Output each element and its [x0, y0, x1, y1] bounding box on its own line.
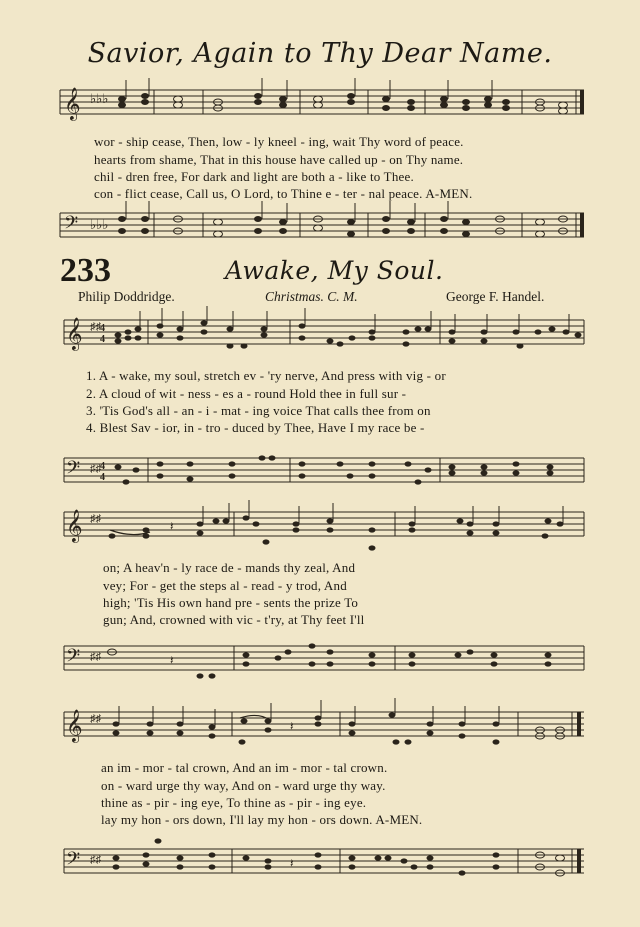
svg-text:𝄢: 𝄢 [66, 646, 81, 671]
svg-text:4: 4 [100, 323, 105, 334]
system1-treble-staff [0, 316, 640, 356]
svg-text:𝄞: 𝄞 [64, 87, 81, 120]
top-verse-line-3: chil - dren free, For dark and light are both a - like to Thee. [94, 169, 414, 184]
top-verse-line-2: hearts from shame, That in this house have called up - on Thy name. [94, 152, 464, 167]
svg-text:𝄽: 𝄽 [170, 653, 174, 667]
hymn-author: Philip Doddridge. [78, 289, 175, 304]
system2-verse-line-1: on; A heav'n - ly race de - mands thy zeal, And [103, 560, 356, 575]
system1-verse-line-3: 3. 'Tis God's all - an - i - mat - ing voice That calls thee from on [86, 403, 431, 418]
top-bass-staff [0, 209, 640, 245]
top-verse-line-1: wor - ship cease, Then, low - ly kneel - ing, wait Thy word of peace. [94, 134, 464, 149]
svg-text:♯♯: ♯♯ [90, 651, 101, 663]
svg-text:𝄢: 𝄢 [64, 213, 79, 238]
svg-text:♭♭♭: ♭♭♭ [90, 217, 109, 232]
system2-verse-line-2: vey; For - get the steps al - read - y trod, And [103, 578, 347, 593]
svg-text:𝄽: 𝄽 [290, 719, 294, 733]
svg-text:𝄽: 𝄽 [170, 519, 174, 533]
top-treble-staff [0, 86, 640, 122]
svg-text:♯♯: ♯♯ [90, 854, 101, 866]
hymn-composer: George F. Handel. [446, 289, 545, 304]
svg-text:4: 4 [100, 334, 105, 345]
hymn-tune: Christmas. C. M. [265, 289, 358, 304]
system3-verse-line-3: thine as - pir - ing eye, To thine as - pir - ing eye. [101, 795, 367, 810]
system3-bass-notes [113, 838, 565, 876]
svg-text:4: 4 [100, 472, 105, 483]
svg-text:♯♯: ♯♯ [90, 513, 101, 525]
system3-treble-staff [0, 708, 640, 754]
system3-treble-notes [113, 712, 565, 744]
system2-treble-staff [0, 508, 640, 554]
system1-verse-line-4: 4. Blest Sav - ior, in - tro - duced by Thee, Have I my race be - [86, 420, 425, 435]
svg-text:𝄽: 𝄽 [290, 856, 294, 870]
system2-bass-notes [108, 643, 552, 678]
svg-text:♭♭♭: ♭♭♭ [90, 91, 109, 106]
system1-verse-line-2: 2. A cloud of wit - ness - es a - round Hold thee in full sur - [86, 386, 407, 401]
hymn-title: Awake, My Soul. [225, 256, 444, 285]
system3-verse-line-4: lay my hon - ors down, I'll lay my hon - ors down. A-MEN. [101, 812, 423, 827]
svg-text:𝄞: 𝄞 [66, 317, 83, 350]
system3-bass-staff [0, 845, 640, 891]
system2-verse-line-4: gun; And, crowned with vic - t'ry, at Thy feet I'll [103, 612, 365, 627]
system1-verse-line-1: 1. A - wake, my soul, stretch ev - 'ry nerve, And press with vig - or [86, 368, 446, 383]
svg-text:𝄢: 𝄢 [66, 849, 81, 874]
system2-bass-staff [0, 642, 640, 688]
hymn-number: 233 [60, 252, 111, 289]
svg-text:𝄞: 𝄞 [66, 509, 83, 542]
system2-treble-notes [109, 515, 564, 550]
system1-bass-staff [0, 454, 640, 494]
svg-text:♯♯: ♯♯ [90, 713, 101, 725]
system3-verse-line-1: an im - mor - tal crown, And an im - mor - tal crown. [101, 760, 388, 775]
svg-text:♯♯: ♯♯ [90, 321, 101, 333]
svg-text:4: 4 [100, 461, 105, 472]
system3-verse-line-2: on - ward urge thy way, And on - ward urge thy way. [101, 778, 386, 793]
svg-text:𝄢: 𝄢 [66, 458, 81, 483]
top-verse-line-4: con - flict cease, Call us, O Lord, to Thine e - ter - nal peace. A-MEN. [94, 186, 473, 201]
system2-verse-line-3: high; 'Tis His own hand pre - sents the prize To [103, 595, 359, 610]
svg-text:𝄞: 𝄞 [66, 709, 83, 742]
svg-text:♯♯: ♯♯ [90, 463, 101, 475]
top-hymn-title: Savior, Again to Thy Dear Name. [87, 38, 553, 69]
